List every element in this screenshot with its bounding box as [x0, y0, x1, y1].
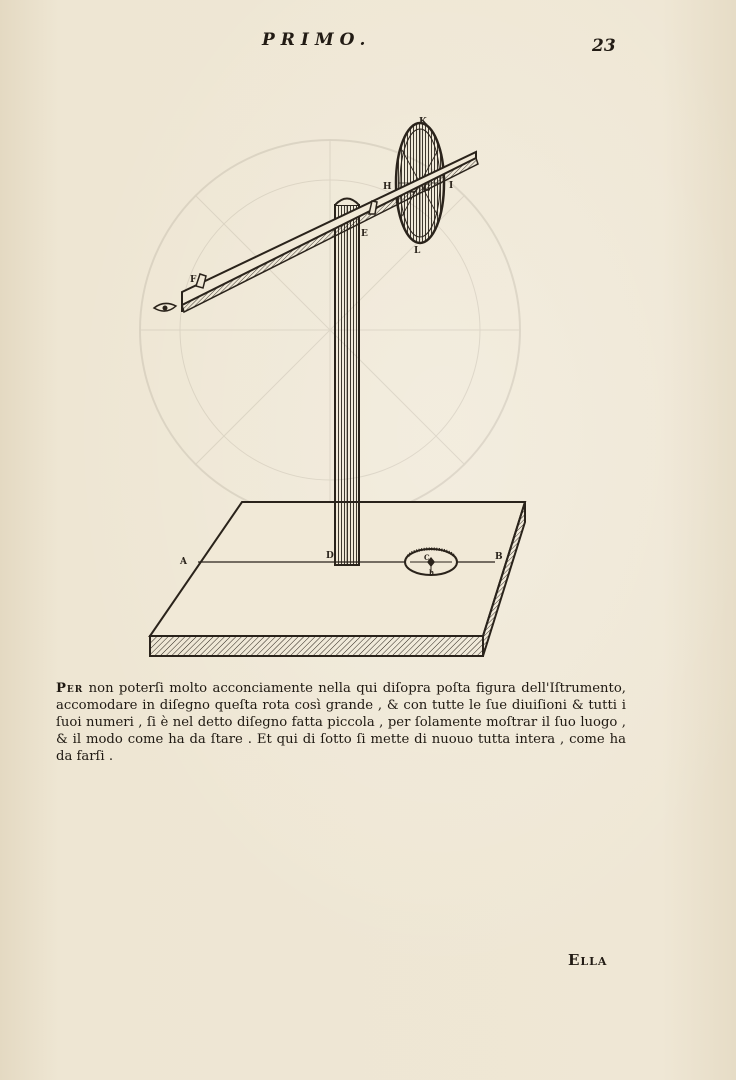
- label-B: B: [495, 552, 503, 562]
- page-number: 23: [592, 36, 616, 56]
- label-C: C: [424, 553, 430, 562]
- catchword: Ella: [568, 951, 608, 969]
- label-I: I: [449, 181, 454, 191]
- label-H: H: [383, 182, 392, 192]
- label-G: G: [423, 184, 431, 194]
- caption-paragraph: [56, 680, 626, 765]
- vertical-post: [335, 199, 359, 566]
- label-L: L: [414, 246, 421, 256]
- caption-lead-word: Per: [56, 681, 84, 696]
- label-h: h: [429, 568, 435, 577]
- running-head: PRIMO.: [262, 30, 372, 50]
- caption-text: non poterſi molto acconciamente nella qui diſopra poſta figura dell'Iſtrumento, accomodare in diſegno queſta rota così grande , & con tutte le ſue diuiſioni & tutti i ſuoi numeri , ſi è nel detto diſegno fatta piccola , per ſolamente moſtrar il ſuo luogo , & il modo come ha da ſtare . Et qui di ſotto ſi mette di nuouo tutta intera , come ha da farſi .: [56, 681, 626, 764]
- label-K: K: [419, 117, 427, 127]
- label-F: F: [190, 275, 197, 285]
- label-E: E: [361, 229, 368, 239]
- label-A: A: [180, 557, 187, 567]
- label-D: D: [326, 551, 334, 561]
- instrument-woodcut: [140, 110, 540, 670]
